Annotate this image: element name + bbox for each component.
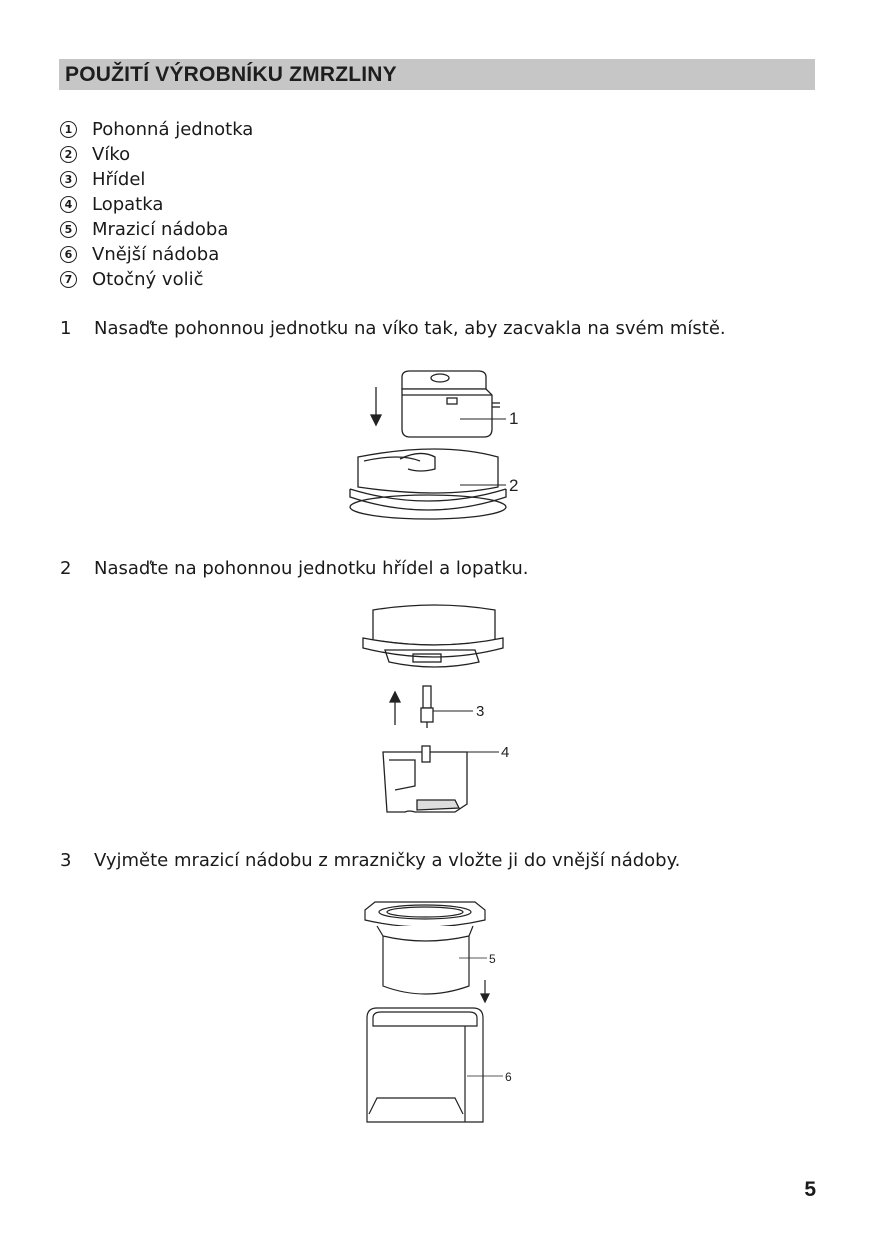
step-2 [60,558,528,579]
part-item [60,167,253,192]
part-number: 4 [60,196,77,213]
step-number: 3 [60,850,72,871]
callout-2: 2 [509,476,519,495]
part-item [60,267,253,292]
up-arrow-icon [390,692,400,725]
step-1 [60,318,726,339]
callout-5: 5 [489,952,496,966]
figure-drive-unit-on-lid [340,365,540,530]
step-text: Nasaďte na pohonnou jednotku hřídel a lopatku. [94,558,529,579]
part-number: 6 [60,246,77,263]
shaft-illustration [421,686,433,728]
paddle-illustration [383,746,467,812]
part-item [60,242,253,267]
parts-list [60,117,253,292]
step-number: 2 [60,558,72,579]
page-number: 5 [804,1178,816,1201]
figure-freezer-bowl-into-container [355,892,535,1132]
part-label: Mrazicí nádoba [92,219,229,240]
part-number: 2 [60,146,77,163]
part-label: Hřídel [92,169,146,190]
figure-shaft-and-paddle [355,600,530,825]
part-label: Lopatka [92,194,164,215]
step-number: 1 [60,318,72,339]
callout-1: 1 [509,409,519,428]
part-item [60,142,253,167]
callout-6: 6 [505,1070,512,1084]
part-label: Vnější nádoba [92,244,220,265]
step-text: Nasaďte pohonnou jednotku na víko tak, aby zacvakla na svém místě. [94,318,726,339]
part-label: Pohonná jednotka [92,119,254,140]
section-title: POUŽITÍ VÝROBNÍKU ZMRZLINY [59,59,815,90]
down-arrow-icon [481,980,489,1002]
outer-container-illustration [367,1008,483,1122]
freezer-bowl-illustration [365,902,485,994]
lid-illustration [350,449,506,519]
part-item [60,217,253,242]
callout-3: 3 [476,703,485,720]
part-label: Otočný volič [92,269,204,290]
part-label: Víko [92,144,131,165]
callout-4: 4 [501,744,510,761]
down-arrow-icon [371,387,381,425]
part-number: 3 [60,171,77,188]
part-number: 5 [60,221,77,238]
part-item [60,117,253,142]
lid-assembly-illustration [363,605,503,667]
part-number: 7 [60,271,77,288]
part-number: 1 [60,121,77,138]
step-text: Vyjměte mrazicí nádobu z mrazničky a vložte ji do vnější nádoby. [94,850,681,871]
drive-unit-illustration [402,371,500,437]
step-3 [60,850,680,871]
part-item [60,192,253,217]
